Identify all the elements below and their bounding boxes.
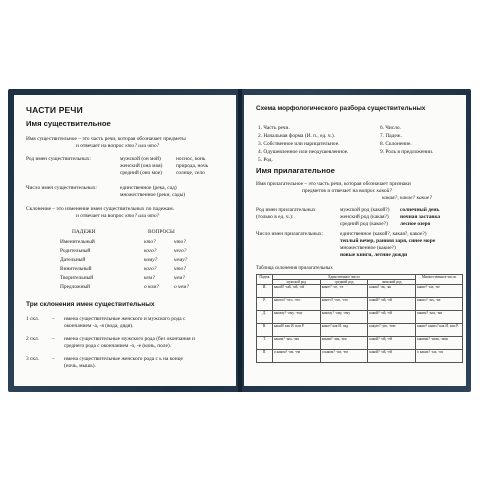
declension-number: 1 скл. bbox=[26, 316, 40, 322]
number-row: множественное (реки, сады) bbox=[120, 192, 186, 198]
gender-label: Род имен существительных: bbox=[26, 156, 91, 162]
scheme-item: 2. Начальная форма (И. п., ед. ч.). bbox=[258, 133, 336, 139]
declension-number: 3 скл. bbox=[26, 356, 40, 362]
noun-definition-line1: Имя существительное – это часть речи, которая обозначает предметы bbox=[26, 136, 186, 142]
table-header-plural: Множественное число bbox=[416, 275, 463, 285]
table-cell: какими? -ыми, -ими bbox=[416, 337, 463, 350]
scheme-item: 4. Одушевленное или неодушевленное. bbox=[258, 149, 349, 155]
table-row bbox=[257, 298, 463, 311]
adjective-definition-line2: предметов и отвечает на вопрос какой? bbox=[302, 188, 392, 194]
number-label: Число имен существительных: bbox=[26, 185, 97, 191]
table-cell: о каком? -ом, -ем bbox=[272, 350, 320, 363]
case-name: Родительный bbox=[60, 248, 91, 254]
case-question: кого? bbox=[144, 248, 157, 254]
table-cell: какое? -ое, -ее bbox=[320, 285, 368, 298]
adjective-number-row: новые книги, летние дожди bbox=[340, 252, 408, 258]
gender-example: природа, ночь bbox=[176, 163, 209, 169]
table-cell: какую? -ую, -юю bbox=[368, 324, 416, 337]
table-row bbox=[257, 285, 463, 298]
table-cell: какой? -ый, -ий, -ой bbox=[272, 285, 320, 298]
table-subheader: женский род bbox=[368, 280, 416, 285]
table-row bbox=[257, 337, 463, 350]
case-question: о чем? bbox=[174, 284, 190, 290]
adjective-gender-example: солнечный день bbox=[400, 207, 440, 213]
table-cell: какому? -ому, -ему bbox=[272, 311, 320, 324]
declension-text: среднего рода с окончанием -о, -е (конь, поле). bbox=[64, 343, 171, 349]
scheme-item: 9. Роль в предложении. bbox=[380, 149, 434, 155]
table-cell-case: Т. bbox=[257, 337, 273, 350]
scheme-item: 8. Склонение. bbox=[380, 141, 412, 147]
table-cell: какая? -ая, -яя bbox=[368, 285, 416, 298]
table-subheader: средний род bbox=[320, 280, 368, 285]
table-cell: какой? -ой, -ей bbox=[368, 298, 416, 311]
declension-number: 2 скл. bbox=[26, 336, 40, 342]
table-cell: какие? -ые, -ие bbox=[416, 285, 463, 298]
table-header-singular: Единственное число bbox=[272, 275, 415, 280]
noun-heading: Имя существительное bbox=[26, 119, 111, 128]
cases-header-case: ПАДЕЖИ bbox=[72, 229, 96, 235]
table-cell: какому? -ому, -ему bbox=[320, 311, 368, 324]
adjective-gender-label: Род имен прилагательных bbox=[256, 207, 316, 213]
table-title: Таблица склонения прилагательных bbox=[256, 266, 333, 271]
gender-row: средний (оно мое) bbox=[120, 170, 162, 176]
case-question: чему? bbox=[174, 257, 188, 263]
table-cell: какой? как И. или Р. bbox=[272, 324, 320, 337]
adjective-gender-label: (только в ед. ч.): bbox=[256, 214, 294, 220]
case-question: кому? bbox=[144, 257, 158, 263]
case-name: Творительный bbox=[60, 275, 94, 281]
declension-text: имена существительные мужского рода (без окончания и bbox=[64, 336, 195, 342]
gender-example: носнос, конь bbox=[176, 156, 206, 162]
table-cell: о каком? -ом, -ем bbox=[320, 350, 368, 363]
number-row: единственное (река, сад) bbox=[120, 185, 177, 191]
table-cell: каким? -ым, -им bbox=[320, 337, 368, 350]
table-cell-case: В. bbox=[257, 324, 273, 337]
adjective-gender-example: ночная заставка bbox=[400, 214, 441, 220]
case-question: кто? bbox=[144, 239, 156, 245]
table-cell-case: Р. bbox=[257, 298, 273, 311]
adjective-definition-line1: Имя прилагательное – это часть речи, которая обозначает признаки bbox=[256, 181, 411, 187]
gender-example: солнце, село bbox=[176, 170, 205, 176]
adjective-gender-row: средний род (какое?) bbox=[340, 221, 388, 227]
scheme-heading: Схема морфологического разбора существительных bbox=[256, 105, 426, 112]
adjective-gender-example: лесное озеро bbox=[400, 221, 431, 227]
table-cell: какого? -ого, -его bbox=[320, 298, 368, 311]
right-page bbox=[244, 95, 466, 386]
declension-text: (ночь, мышь). bbox=[64, 363, 96, 369]
case-name: Винительный bbox=[60, 266, 92, 272]
adjective-number-row: множественное (какие?) bbox=[340, 245, 396, 251]
case-question: кем? bbox=[144, 275, 155, 281]
table-cell: каких? -ых, -их bbox=[416, 298, 463, 311]
table-subheader: мужской род bbox=[272, 280, 320, 285]
adjective-gender-row: мужской род (какой?) bbox=[340, 207, 390, 213]
table-cell: каким? -ым, -им bbox=[416, 311, 463, 324]
declension-dash: – bbox=[52, 316, 55, 322]
table-cell: о каких? -ых, -их bbox=[416, 350, 463, 363]
gender-row: мужской (он мой) bbox=[120, 156, 161, 162]
declension-dash: – bbox=[52, 356, 55, 362]
table-cell-case: И. bbox=[257, 285, 273, 298]
adjective-heading: Имя прилагательное bbox=[256, 166, 335, 175]
case-question: чего? bbox=[174, 248, 187, 254]
scheme-item: 7. Падеж. bbox=[380, 133, 402, 139]
case-question: кого? bbox=[144, 266, 157, 272]
case-question: что? bbox=[174, 239, 186, 245]
table-cell-case: П. bbox=[257, 350, 273, 363]
table-cell: какого? -ого, -его bbox=[272, 298, 320, 311]
adjective-number-label: Число имен прилагательных: bbox=[256, 231, 324, 237]
case-name: Предложный bbox=[60, 284, 91, 290]
table-cell: какой? -ой, -ей bbox=[368, 350, 416, 363]
table-cell: какое? как И. пад. bbox=[320, 324, 368, 337]
table-header-case: Падеж bbox=[257, 275, 273, 285]
declension-text: окончанием -а, -я (вода, дядя). bbox=[64, 323, 134, 329]
declension-definition-line1: Склонение – это изменение имен существительных по падежам. bbox=[26, 206, 175, 212]
adjective-gender-row: женский род (какая?) bbox=[340, 214, 389, 220]
page-title: ЧАСТИ РЕЧИ bbox=[26, 105, 83, 115]
table-row bbox=[257, 350, 463, 363]
declension-definition-line2: и отвечает на вопрос кто? или что? bbox=[76, 213, 160, 219]
scheme-item: 1. Часть речи. bbox=[258, 125, 290, 131]
adjective-number-row: теплый вечер, ранняя заря, синее море bbox=[340, 238, 436, 244]
adjective-definition-line3: какая?, какое? какие? bbox=[382, 195, 432, 201]
table-cell: какой? -ой, -ей bbox=[368, 311, 416, 324]
scheme-item: 6. Число. bbox=[380, 125, 401, 131]
table-row bbox=[257, 311, 463, 324]
table-cell: какой? -ой, -ей bbox=[368, 337, 416, 350]
declension-table bbox=[256, 274, 463, 363]
gender-row: женский (она моя) bbox=[120, 163, 163, 169]
cases-header-questions: ВОПРОСЫ bbox=[148, 229, 175, 235]
case-name: Дательный bbox=[60, 257, 86, 263]
table-cell: какие? каких? как И. или Р. bbox=[416, 324, 463, 337]
case-name: Именительный bbox=[60, 239, 95, 245]
case-question: чем? bbox=[174, 275, 185, 281]
declension-text: имена существительные женского и мужского рода с bbox=[64, 316, 186, 322]
three-declensions-heading: Три склонения имен существительных bbox=[26, 301, 155, 308]
left-page bbox=[14, 95, 236, 386]
table-cell: каким? -ым, -им bbox=[272, 337, 320, 350]
table-cell-case: Д. bbox=[257, 311, 273, 324]
notebook-spine bbox=[238, 89, 242, 392]
noun-definition-line2: и отвечает на вопрос кто? или что? bbox=[76, 143, 160, 149]
adjective-number-row: единственное (какой?, какая?, какое?) bbox=[340, 231, 427, 237]
declension-dash: – bbox=[52, 336, 55, 342]
scheme-item: 3. Собственное или нарицательное. bbox=[258, 141, 340, 147]
table-row bbox=[257, 324, 463, 337]
case-question: что? bbox=[174, 266, 186, 272]
case-question: о ком? bbox=[144, 284, 159, 290]
scheme-item: 5. Род. bbox=[258, 157, 273, 163]
declension-text: имена существительные женского рода с ь на конце bbox=[64, 356, 183, 362]
